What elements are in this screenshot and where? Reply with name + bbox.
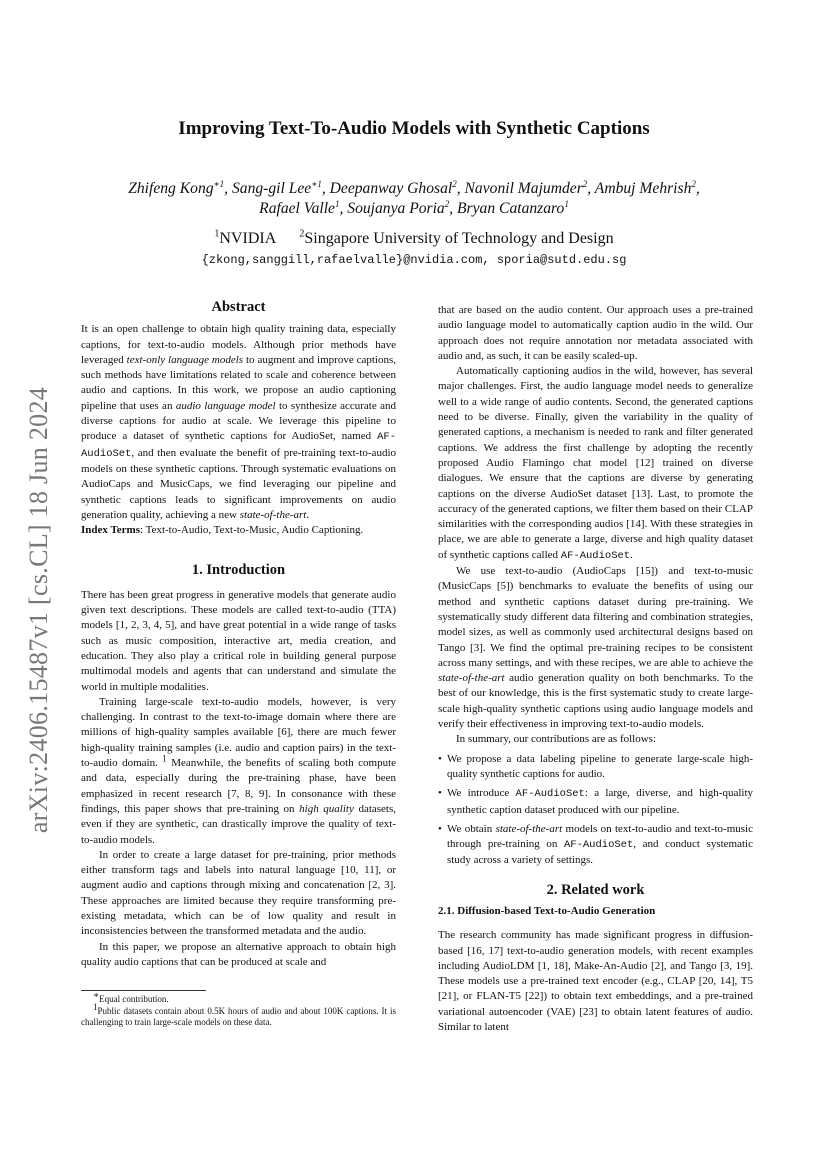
section-2-heading: 2. Related work xyxy=(546,881,645,898)
body-paragraph: In summary, our contributions are as follows: xyxy=(456,733,656,746)
intro-paragraph: In order to create a large dataset for pre-training, prior methods either transform tags and labels into natural language [10, 11], or augment audio and captions through mixing and concatenation [2, 3]. These approaches are limited because they require transforming pre-existing metadata, which can be of low quality and result in inconsistencies between the transformed metadata and the audio. xyxy=(81,848,396,938)
footnote-rule xyxy=(81,990,206,991)
body-paragraph: that are based on the audio content. Our approach uses a pre-trained audio language model to automatically caption audio in the wild. Our approach does not require annotation nor metadata associated with audio and, as such, it can be easily scaled-up. xyxy=(438,304,753,362)
author: Soujanya Poria$^2$ xyxy=(347,198,450,217)
intro-paragraph: In this paper, we propose an alternative approach to obtain high quality audio captions that can be produced at scale and xyxy=(81,940,396,968)
author: Sang-gil Lee$^{∗1}$ xyxy=(231,178,322,197)
arxiv-stamp-text: arXiv:2406.15487v1 [cs.CL] 18 Jun 2024 xyxy=(24,386,53,834)
body-paragraph: The research community has made significant progress in diffusion-based [16, 17] text-to-audio generation models, with recent examples including AudioLDM [1, 18], Make-An-Audio [2], and Tango [3, 19]. These models use a pre-trained text encoder (e.g., CLAP [20, 14], T5 [21], or FLAN-T5 [22]) to obtain text embeddings, and a pre-trained variational autoencoder (VAE) [23] to obtain latent features of audio. Similar to latent xyxy=(438,929,753,1034)
author-emails xyxy=(0,253,828,267)
author: Deepanway Ghosal$^2$ xyxy=(329,178,457,197)
affiliations: $^1$NVIDIA $^2$Singapore University of Technology and Design xyxy=(214,228,614,247)
author: Navonil Majumder$^2$ xyxy=(464,178,588,197)
list-item: • We introduce AF-AudioSet: a large, diverse, and high-quality synthetic caption dataset produced with our pipeline. xyxy=(438,787,754,816)
affiliation-nvidia: NVIDIA xyxy=(219,230,276,247)
email-single: sporia@sutd.edu.sg xyxy=(496,253,627,267)
abstract-heading: Abstract xyxy=(211,299,266,315)
author: Rafael Valle$^1$ xyxy=(259,198,340,217)
abstract-body: It is an open challenge to obtain high quality training data, especially captions, for text-to-audio models. Although prior methods have leveraged text-only language models to augment and improve captions, such methods have limitations related to scale and coherence between audio and captions. In this work, we propose an audio captioning pipeline that uses an audio language model to synthesize accurate and diverse captions for audio at scale. We leverage this pipeline to produce a dataset of synthetic captions for AudioSet, named AF-AudioSet, and then evaluate the benefit of pre-training text-to-audio models on these synthetic captions. Through systematic evaluations on AudioCaps and MusicCaps, we find leveraging our pipeline and synthetic captions leads to significant improvements on audio generation quality, achieving a new state-of-the-art. xyxy=(81,323,397,521)
footnote: ∗Equal contribution. xyxy=(93,990,169,1004)
right-column xyxy=(438,303,753,1035)
left-column xyxy=(81,300,396,970)
author: Zhifeng Kong$^{∗1}$ xyxy=(128,178,225,197)
paper-title: Improving Text-To-Audio Models with Synthetic Captions xyxy=(178,118,650,139)
email-group: {zkong,sanggill,rafaelvalle}@nvidia.com, xyxy=(201,253,490,267)
section-1-heading: 1. Introduction xyxy=(191,562,286,579)
intro-paragraph: Training large-scale text-to-audio models, however, is very challenging. In contrast to the text-to-image domain where there are millions of high-quality samples available [6], there are much fewer high-quality training samples (i.e. audio and caption pairs) in the text-to-audio domain. $^1$ Meanwhile, the benefits of scaling both compute and data, especially during the pre-training phase, have been emphasized in recent research [7, 8, 9]. In consonance with these findings, this paper shows that pre-training on high quality datasets, even if they are synthetic, can drastically improve the quality of text-to-audio models. xyxy=(81,695,397,846)
intro-paragraph: There has been great progress in generative models that generate audio given text descriptions. These models are called text-to-audio (TTA) models [1, 2, 3, 4, 5], and have great potential in a wide range of tasks such as music composition, interactive art, media creation, and education. They also play a critical role in building general purpose multimodal models and agents that can understand and simulate the world in multiple modalities. xyxy=(81,588,396,693)
subsection-2-1-heading: 2.1. Diffusion-based Text-to-Audio Generation xyxy=(438,904,656,917)
author: Ambuj Mehrish$^2$ xyxy=(594,178,696,197)
list-item: • We obtain state-of-the-art models on text-to-audio and text-to-music through pre-training on AF-AudioSet, and conduct systematic study across a variety of settings. xyxy=(438,822,753,867)
affiliation-sutd: Singapore University of Technology and Design xyxy=(304,230,614,247)
index-terms: Index Terms: Text-to-Audio, Text-to-Music, Audio Captioning. xyxy=(81,524,364,537)
author-list: Zhifeng Kong$^{∗1}$, Sang-gil Lee$^{∗1}$, Deepanway Ghosal$^2$, Navonil Majumder$^2$, Ambuj Mehrish$^2$, Rafael Valle$^1$, Soujanya Poria$^2$, Bryan Catanzaro$^1$ xyxy=(128,178,700,217)
contribution-list xyxy=(438,752,753,869)
list-item: • We propose a data labeling pipeline to generate large-scale high-quality synthetic captions for audio. xyxy=(438,752,753,780)
arxiv-stamp xyxy=(19,372,59,848)
author: Bryan Catanzaro$^1$ xyxy=(457,198,569,217)
footnote: $^1$Public datasets contain about 0.5K hours of audio and about 100K captions. It is challenging to train large-scale models on these data. xyxy=(81,1001,396,1027)
footnotes xyxy=(81,990,396,1029)
body-paragraph: Automatically captioning audios in the wild, however, has several major challenges. First, the audio language model needs to generalize well to a wide range of audio contents. Second, the generated captions need to be diverse. Finally, given the variability in the quality of generated captions, a mechanism is needed to rank and filter generated captions. We address the first challenge by adopting the recently proposed Audio Flamingo chat model [12] trained on diverse dialogues. We ensure that the captions are diverse by generating captions on the diverse AudioSet dataset [13]. Last, to promote the accuracy of the generated captions, we filter them based on their CLAP similarities with the corresponding audios [14]. With these strategies in place, we are able to generate a large, diverse and high quality dataset of synthetic captions called AF-AudioSet. xyxy=(438,365,753,562)
body-paragraph: We use text-to-audio (AudioCaps [15]) and text-to-music (MusicCaps [5]) benchmarks to evaluate the benefits of using our method and synthetic captions dataset during pre-training. We systematically study different data filtering and combination strategies, model sizes, as well as commonly used architectural designs based on Tango [3]. We find the optimal pre-training recipes to be consistent across many settings, and with these recipes, we are able to achieve the state-of-the-art audio generation quality on both benchmarks. To the best of our knowledge, this is the first systematic study to create large-scale high-quality synthetic captions using audio language models and verify their effectiveness in improving text-to-audio models. xyxy=(438,565,753,731)
